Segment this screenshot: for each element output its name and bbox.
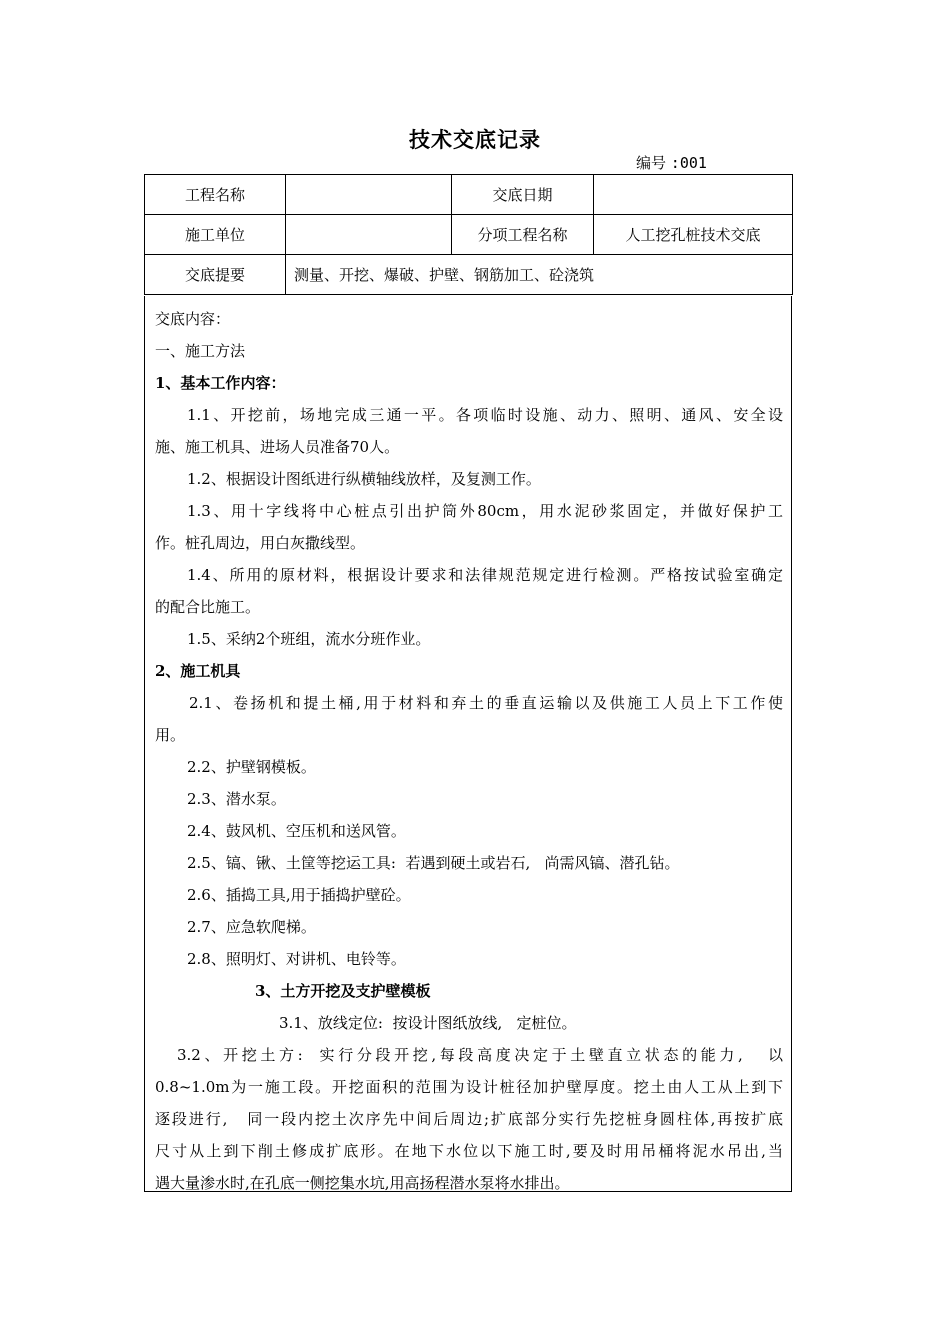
date-label: 交底日期	[452, 175, 594, 215]
subsection-3-title: 3、土方开挖及支护壁模板	[255, 982, 431, 1000]
project-name-label: 工程名称	[145, 175, 286, 215]
summary-label: 交底提要	[145, 255, 286, 295]
content-heading: 交底内容：	[155, 310, 231, 328]
paragraph-line: 1.5、采纳2个班组，流水分班作业。	[187, 630, 431, 648]
paragraph-line: 的配合比施工。	[155, 598, 261, 616]
paragraph-line: 0.8~1.0m为一施工段。开挖面积的范围为设计桩径加护壁厚度。挖土由人工从上到下	[155, 1078, 783, 1096]
project-name-value	[286, 175, 452, 215]
header-row-1	[145, 175, 793, 215]
paragraph-line: 作。桩孔周边，用白灰撒线型。	[155, 534, 366, 552]
paragraph-line: 2.6、插捣工具,用于插捣护壁砼。	[187, 886, 411, 904]
paragraph-line: 施、施工机具、进场人员准备70人。	[155, 438, 400, 456]
section-1-title: 一、施工方法	[155, 342, 246, 360]
paragraph-line: 用。	[155, 726, 186, 744]
paragraph-line: 1.1、开挖前，场地完成三通一平。各项临时设施、动力、照明、通风、安全设	[187, 406, 783, 424]
document-title: 技术交底记录	[409, 127, 541, 152]
subproject-value: 人工挖孔桩技术交底	[594, 215, 793, 255]
paragraph-line: 遇大量渗水时,在孔底一侧挖集水坑,用高扬程潜水泵将水排出。	[155, 1174, 570, 1192]
paragraph-line: 2.4、鼓风机、空压机和送风管。	[187, 822, 406, 840]
content-box	[144, 296, 792, 1192]
serial-number	[636, 152, 707, 173]
subsection-1-title: 1、基本工作内容：	[155, 374, 286, 392]
summary-value: 测量、开挖、爆破、护壁、钢筋加工、砼浇筑	[286, 255, 793, 295]
paragraph-line: 2.7、应急软爬梯。	[187, 918, 316, 936]
paragraph-line: 3.1、放线定位: 按设计图纸放线, 定桩位。	[279, 1014, 577, 1032]
paragraph-line: 1.4、所用的原材料，根据设计要求和法律规范规定进行检测。严格按试验室确定	[187, 566, 783, 584]
paragraph-line: 2.5、镐、锹、土筐等挖运工具: 若遇到硬土或岩石, 尚需风镐、潜孔钻。	[187, 854, 680, 872]
paragraph-line: 逐段进行, 同一段内挖土次序先中间后周边;扩底部分实行先挖桩身圆柱体,再按扩底	[155, 1110, 783, 1128]
serial-label: 编号	[636, 154, 667, 172]
paragraph-line: 1.2、根据设计图纸进行纵横轴线放样，及复测工作。	[187, 470, 541, 488]
header-row-3	[145, 255, 793, 295]
unit-value	[286, 215, 452, 255]
subsection-2-title: 2、施工机具	[155, 662, 241, 680]
unit-label: 施工单位	[145, 215, 286, 255]
date-value	[594, 175, 793, 215]
paragraph-line: 2.3、潜水泵。	[187, 790, 286, 808]
paragraph-line: 尺寸从上到下削土修成扩底形。在地下水位以下施工时,要及时用吊桶将泥水吊出,当	[155, 1142, 783, 1160]
paragraph-line: 3.2、开挖土方: 实行分段开挖,每段高度决定于土壁直立状态的能力, 以	[177, 1046, 783, 1064]
subproject-label: 分项工程名称	[452, 215, 594, 255]
paragraph-line: 1.3、用十字线将中心桩点引出护筒外80cm，用水泥砂浆固定，并做好保护工	[187, 502, 783, 520]
header-row-2	[145, 215, 793, 255]
serial-value: :001	[670, 154, 707, 172]
paragraph-line: 2.8、照明灯、对讲机、电铃等。	[187, 950, 406, 968]
paragraph-line: 2.2、护壁钢模板。	[187, 758, 316, 776]
paragraph-line: 2.1、卷扬机和提土桶,用于材料和弃土的垂直运输以及供施工人员上下工作使	[189, 694, 783, 712]
header-table	[144, 174, 793, 295]
